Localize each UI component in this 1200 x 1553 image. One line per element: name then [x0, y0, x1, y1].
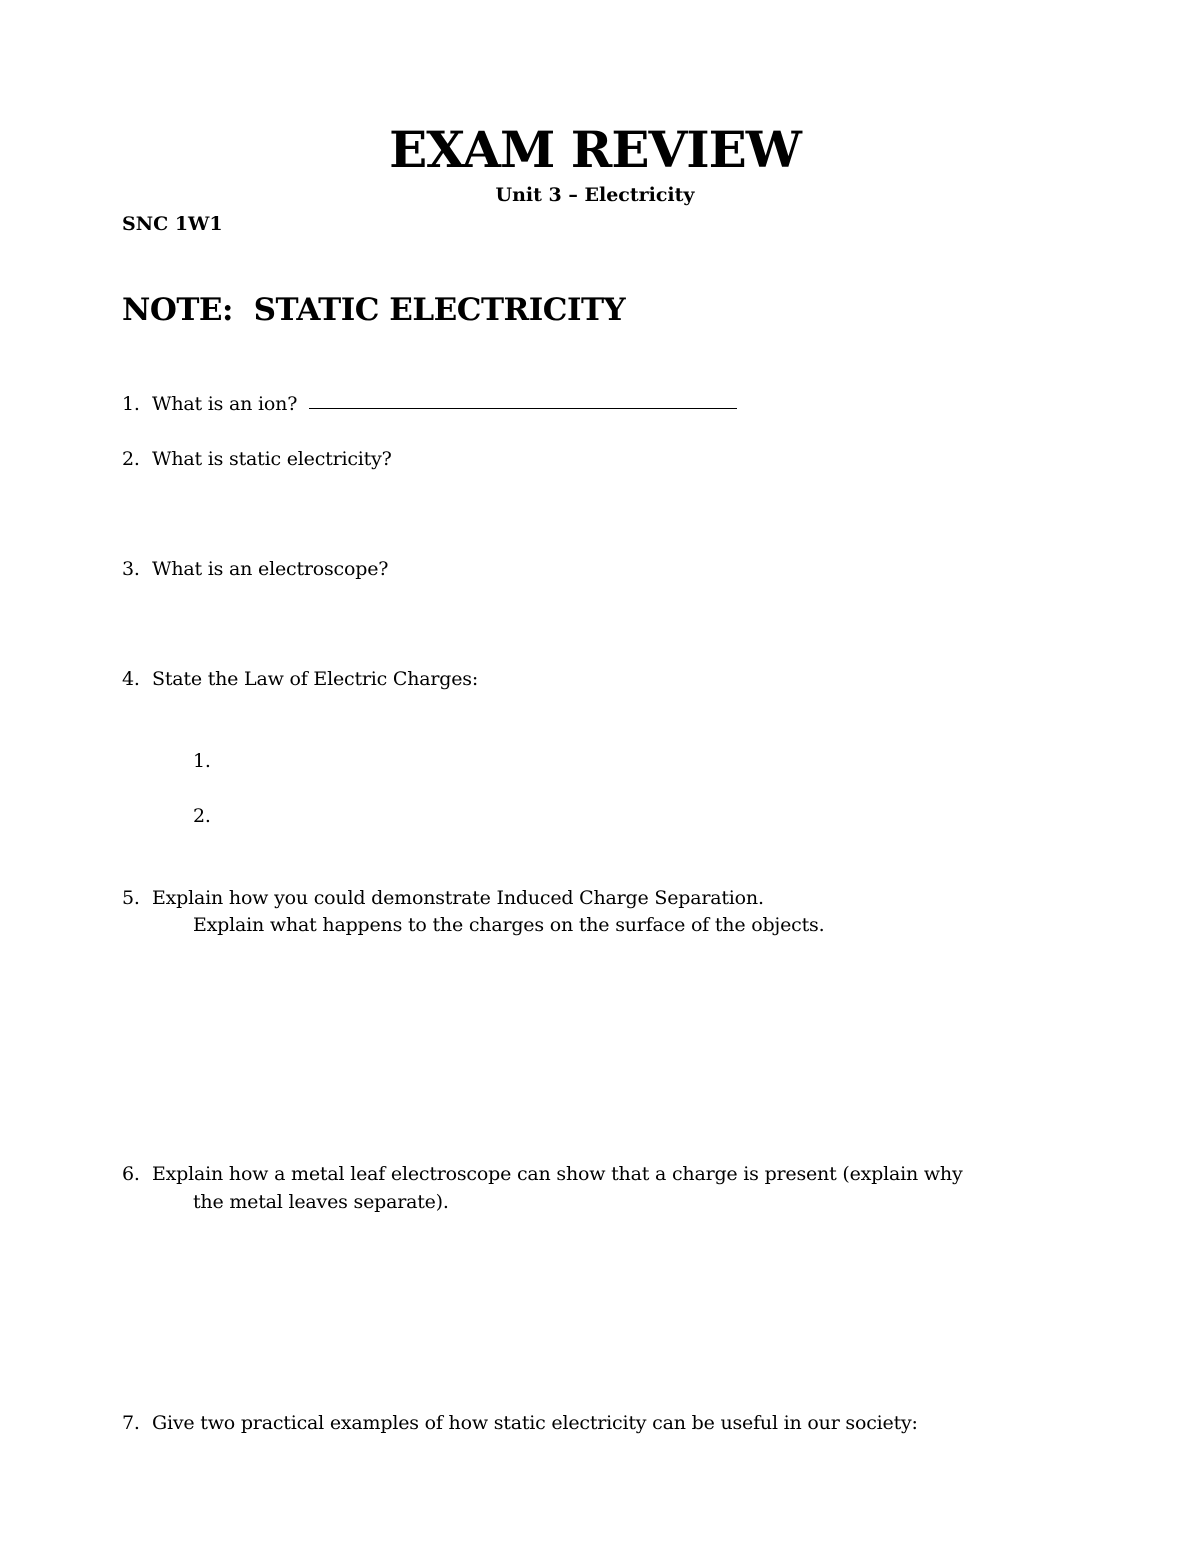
question-7	[122, 1412, 918, 1434]
course-code: SNC 1W1	[122, 213, 223, 235]
question-number: 7.	[122, 1412, 140, 1434]
question-number: 1.	[122, 393, 140, 415]
question-text: Give two practical examples of how static electricity can be useful in our society:	[152, 1412, 918, 1434]
question-number: 4.	[122, 668, 140, 690]
question-number: 5.	[122, 887, 140, 909]
question-6-continuation: the metal leaves separate).	[193, 1191, 449, 1213]
section-heading: NOTE: STATIC ELECTRICITY	[122, 292, 626, 328]
sub-item-2	[193, 805, 211, 827]
question-4	[122, 668, 478, 690]
answer-line	[309, 407, 737, 409]
question-text: Explain how you could demonstrate Induced Charge Separation.	[152, 887, 764, 909]
question-text: State the Law of Electric Charges:	[152, 668, 479, 690]
sub-item-number: 1.	[193, 750, 211, 772]
question-3	[122, 558, 388, 580]
question-text: What is an ion?	[152, 393, 298, 415]
question-2	[122, 448, 392, 470]
question-text: Explain how a metal leaf electroscope can show that a charge is present (explain why	[152, 1163, 963, 1185]
question-text: What is an electroscope?	[152, 558, 389, 580]
page-title: EXAM REVIEW	[389, 120, 801, 179]
question-1	[122, 393, 737, 415]
question-number: 6.	[122, 1163, 140, 1185]
question-number: 2.	[122, 448, 140, 470]
question-6	[122, 1163, 963, 1185]
question-text: What is static electricity?	[152, 448, 392, 470]
question-5-continuation: Explain what happens to the charges on the surface of the objects.	[193, 914, 825, 936]
sub-item-1	[193, 750, 211, 772]
page-subtitle: Unit 3 – Electricity	[495, 184, 695, 206]
question-5	[122, 887, 764, 909]
question-number: 3.	[122, 558, 140, 580]
sub-item-number: 2.	[193, 805, 211, 827]
